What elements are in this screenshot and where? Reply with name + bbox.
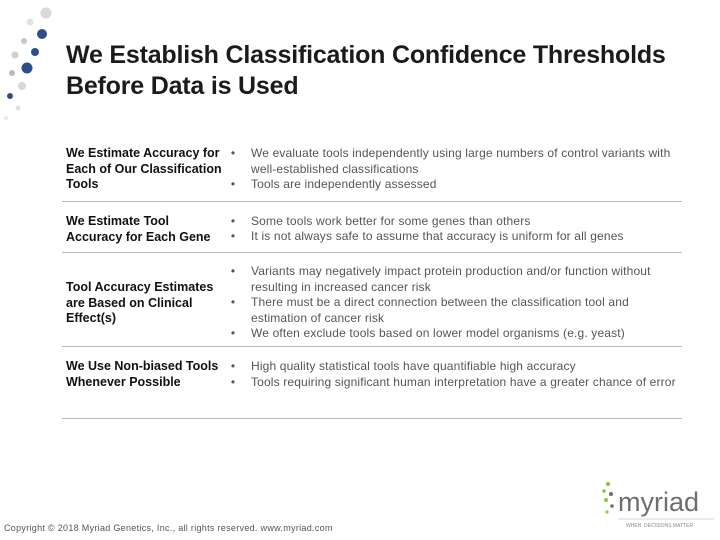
svg-text:WHEN: WHEN [626,523,642,529]
bullet-text: Some tools work better for some genes than others [251,214,531,228]
footer-copyright: Copyright © 2018 Myriad Genetics, Inc., all rights reserved. www.myriad.com [4,523,333,533]
row-divider [62,252,682,253]
row-label: We Estimate Accuracy for Each of Our Classification Tools [66,146,222,191]
bullet-marker: • [230,146,236,160]
row-label: Tool Accuracy Estimates are Based on Clinical Effect(s) [66,280,214,325]
bullet-marker: • [230,264,236,278]
bullet-text: Tools are independently assessed [251,177,437,191]
bullet-text: Variants may negatively impact protein production and/or function without resulting in increased cancer risk [251,264,651,294]
bullet-marker: • [230,177,236,191]
row-divider [62,418,682,419]
slide-title: We Establish Classification Confidence Thresholds Before Data is Used [66,41,666,100]
bullet-marker: • [230,326,236,340]
bullet-marker: • [230,359,236,373]
row-divider [62,201,682,202]
bullet-text: There must be a direct connection between the classification tool and estimation of cancer risk [251,295,629,325]
bullet-text: We often exclude tools based on lower model organisms (e.g. yeast) [251,326,625,340]
svg-text:DECISIONS MATTER: DECISIONS MATTER [644,523,694,529]
svg-text:myriad: myriad [618,487,700,517]
bullet-marker: • [230,214,236,228]
row-label: We Estimate Tool Accuracy for Each Gene [66,214,211,244]
decorative-dots [0,0,60,130]
bullet-text: It is not always safe to assume that accuracy is uniform for all genes [251,229,624,243]
bullet-marker: • [230,229,236,243]
row-divider [62,346,682,347]
bullet-text: We evaluate tools independently using large numbers of control variants with well-established classifications [251,146,671,176]
bullet-marker: • [230,295,236,309]
myriad-logo [598,478,716,530]
bullet-text: Tools requiring significant human interpretation have a greater chance of error [251,375,676,389]
bullet-text: High quality statistical tools have quantifiable high accuracy [251,359,576,373]
bullet-marker: • [230,375,236,389]
row-label: We Use Non-biased Tools Whenever Possible [66,359,219,389]
